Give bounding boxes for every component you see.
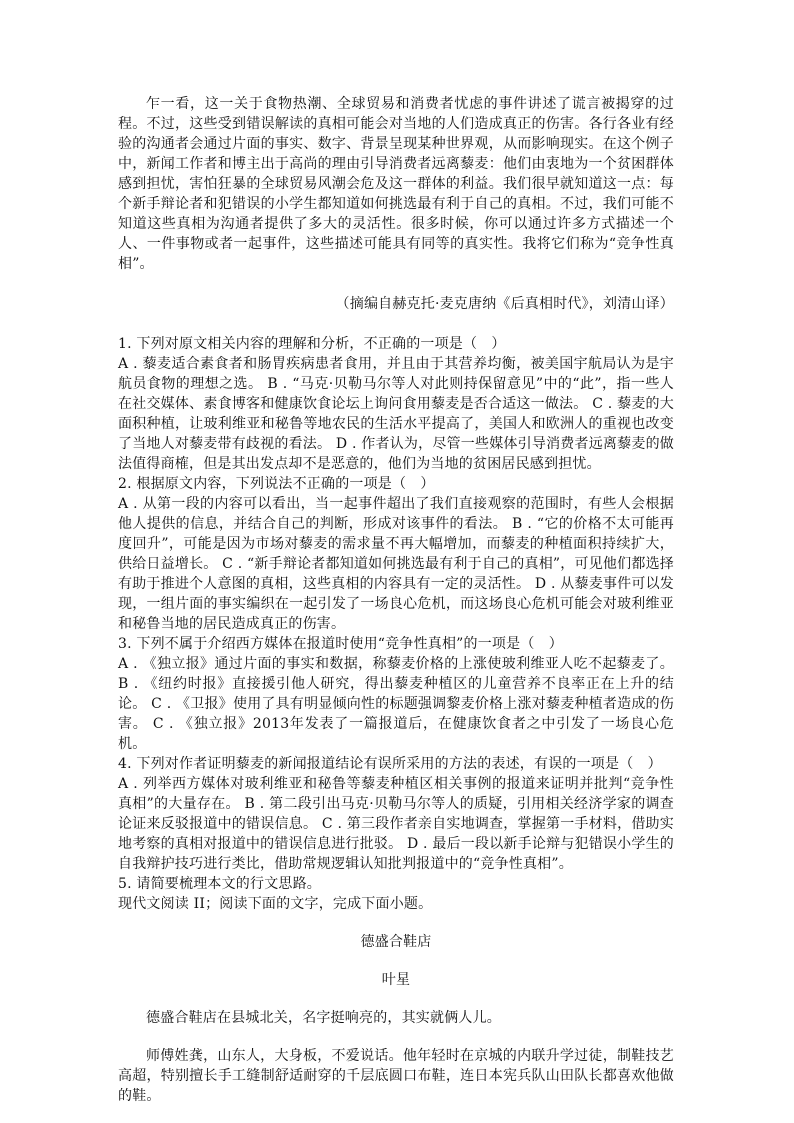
story-paragraph-1: 德盛合鞋店在县城北关，名字挺响亮的，其实就俩人儿。: [146, 1010, 501, 1026]
question-1-stem: 1. 下列对原文相关内容的理解和分析，不正确的一项是（ ）: [118, 336, 506, 352]
story-title: 德盛合鞋店: [360, 934, 432, 950]
question-3-options: A . 《独立报》通过片面的事实和数据，称藜麦价格的上涨使玻利维亚人吃不起藜麦了。 B . 《纽约时报》直接援引他人研究，得出藜麦种植区的儿童营养不良率正在上升的结论。 C . 《卫报》使用了具有明显倾向性的标题强调黎麦价格上涨对藜麦种植者造成的伤害。 C . 《独立报》2013年发表了一篇报道后，在健康饮食者之中引发了一场良心危机。: [118, 656, 674, 752]
question-list: [118, 334, 674, 914]
question-3-stem: 3. 下列不属于介绍西方媒体在报道时使用“竞争性真相”的一项是（ ）: [118, 636, 563, 652]
question-1-options: A . 藜麦适合素食者和肠胃疾病患者食用，并且由于其营养均衡，被美国宇航局认为是宇航员食物的理想之选。 B . “马克·贝勒马尔等人对此则持保留意见”中的“此”，指一些人在社交媒体、素食博客和健康饮食论坛上询问食用藜麦是否合适这一做法。 C . 藜麦的大面积种植，让玻利维亚和秘鲁等地农民的生活水平提高了，美国人和欧洲人的重视也改变了当地人对藜麦带有歧视的看法。 D . 作者认为，尽管一些媒体引导消费者远离藜麦的做法值得商榷，但是其出发点却不是恶意的，他们为当地的贫困居民感到担忧。: [118, 356, 674, 472]
passage-paragraph: 乍一看，这一关于食物热潮、全球贸易和消费者忧虑的事件讲述了谎言被揭穿的过程。不过，这些受到错误解读的真相可能会对当地的人们造成真正的伤害。各行各业有经验的沟通者会通过片面的事实、数字、背景呈现某种世界观，从而影响现实。在这个例子中，新闻工作者和博主出于高尚的理由引导消费者远离藜麦：他们由衷地为一个贫困群体感到担忧，害怕狂暴的全球贸易风潮会危及这一群体的利益。我们很早就知道这一点：每个新手辩论者和犯错误的小学生都知道如何挑选最有利于自己的真相。不过，我们可能不知道这些真相为沟通者提供了多大的灵活性。很多时候，你可以通过许多方式描述一个人、一件事物或者一起事件，这些描述可能具有同等的真实性。我将它们称为“竞争性真相”。: [118, 96, 674, 272]
passage-source: （摘编自赫克托·麦克唐纳《后真相时代》，刘清山译）: [335, 296, 674, 312]
section-heading: 现代文阅读 II；阅读下面的文字，完成下面小题。: [118, 896, 433, 912]
question-4-options: A . 列举西方媒体对玻利维亚和秘鲁等藜麦种植区相关事例的报道来证明并批判“竞争性真相”的大量存在。 B . 第二段引出马克·贝勒马尔等人的质疑，引用相关经济学家的调查论证来反驳报道中的错误信息。 C . 第三段作者亲自实地调查，掌握第一手材料，借助实地考察的真相对报道中的错误信息进行批驳。 D . 最后一段以新手论辩与犯错误小学生的自我辩护技巧进行类比，借助常规逻辑认知批判报道中的“竞争性真相”。: [118, 776, 674, 872]
question-2-stem: 2. 根据原文内容，下列说法不正确的一项是（ ）: [118, 476, 435, 492]
story-paragraph-2: 师傅姓龚，山东人，大身板，不爱说话。他年轻时在京城的内联升学过徒，制鞋技艺高超，特别擅长手工缝制舒适耐穿的千层底圆口布鞋，连日本宪兵队山田队长都喜欢他做的鞋。: [118, 1048, 674, 1104]
question-4-stem: 4. 下列对作者证明藜麦的新闻报道结论有误所采用的方法的表述，有误的一项是（ ）: [118, 756, 662, 772]
question-5-stem: 5. 请简要梳理本文的行文思路。: [118, 876, 322, 892]
story-author: 叶星: [381, 972, 411, 988]
document-page: [118, 94, 674, 1106]
question-2-options: A . 从第一段的内容可以看出，当一起事件超出了我们直接观察的范围时，有些人会根据他人提供的信息，并结合自己的判断，形成对该事件的看法。 B . “它的价格不太可能再度回升”，可能是因为市场对藜麦的需求量不再大幅增加，而藜麦的种植面积持续扩大，供给日益增长。 C . “新手辩论者都知道如何挑选最有利于自己的真相”，可见他们都选择有助于推进个人意图的真相，这些真相的内容具有一定的灵活性。 D . 从藜麦事件可以发现，一组片面的事实编织在一起引发了一场良心危机，而这场良心危机可能会对玻利维亚和秘鲁当地的居民造成真正的伤害。: [118, 496, 674, 632]
